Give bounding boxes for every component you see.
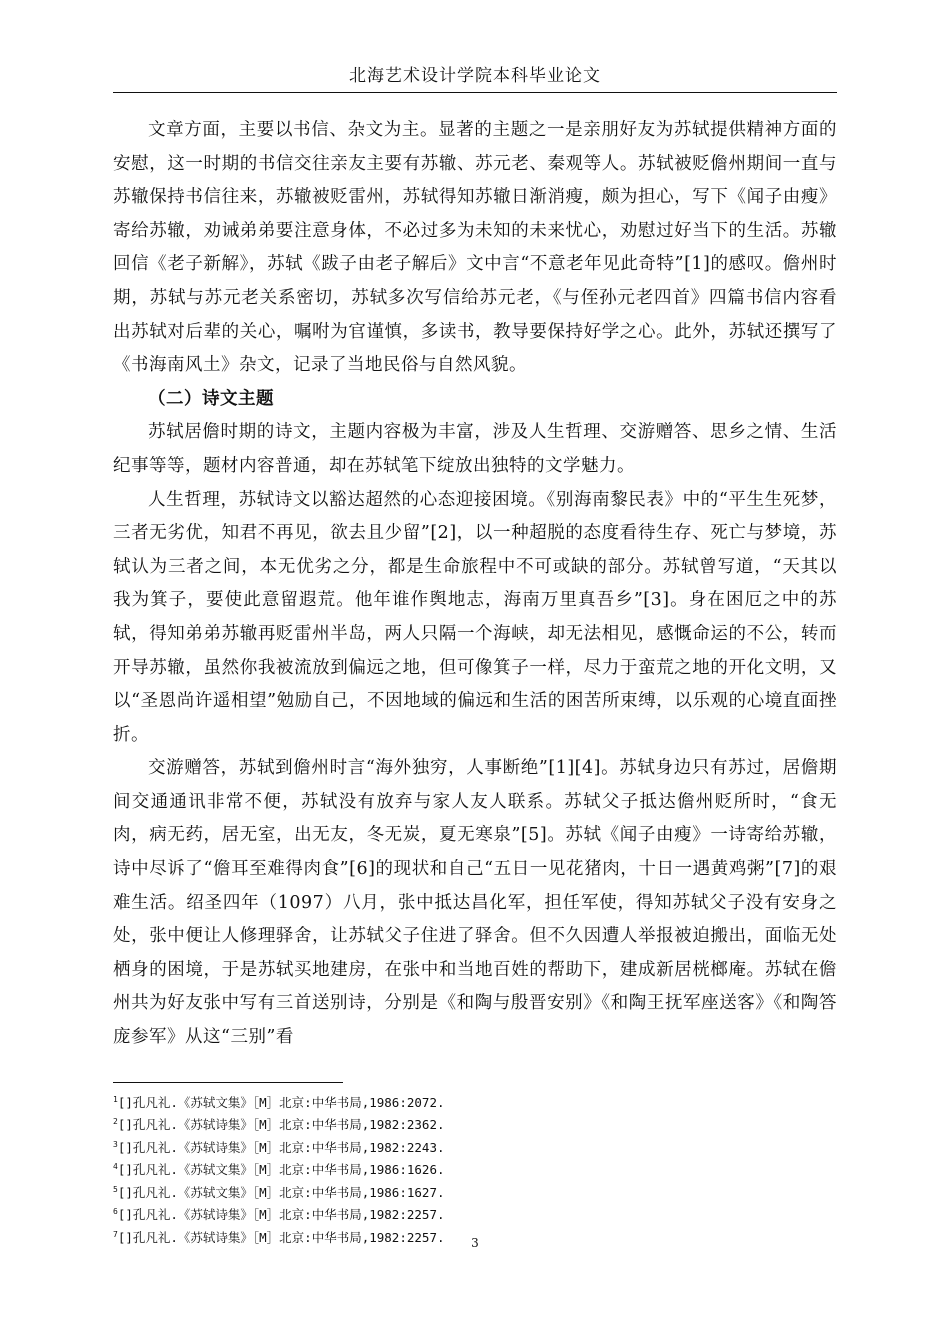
footnote [113, 1090, 837, 1112]
footnote-number: 6 [113, 1207, 118, 1217]
paragraph-letters-essays: 文章方面，主要以书信、杂文为主。显著的主题之一是亲朋好友为苏轼提供精神方面的安慰，这一时期的书信交往亲友主要有苏辙、苏元老、秦观等人。苏轼被贬儋州期间一直与苏辙保持书信往来，苏辙被贬雷州，苏轼得知苏辙日渐消瘦，颇为担心，写下《闻子由瘦》寄给苏辙，劝诫弟弟要注意身体，不必过多为未知的未来忧心，劝慰过好当下的生活。苏辙回信《老子新解》，苏轼《跋子由老子解后》文中言“不意老年见此奇特”[1]的感叹。儋州时期，苏轼与苏元老关系密切，苏轼多次写信给苏元老，《与侄孙元老四首》四篇书信内容看出苏轼对后辈的关心，嘱咐为官谨慎，多读书，教导要保持好学之心。此外，苏轼还撰写了《书海南风土》杂文，记录了当地民俗与自然风貌。 [113, 120, 837, 376]
footnote-rule [113, 1082, 343, 1083]
footnote-number: 5 [113, 1184, 118, 1194]
running-header: 北海艺术设计学院本科毕业论文 [349, 66, 601, 86]
footnote [113, 1135, 837, 1157]
footnote-text: []孔凡礼.《苏轼诗集》［M］北京:中华书局,1982:2257. [117, 1229, 445, 1245]
footnote-text: []孔凡礼.《苏轼诗集》［M］北京:中华书局,1982:2362. [117, 1117, 445, 1133]
footnote-number: 7 [113, 1229, 118, 1239]
footnote-number: 2 [113, 1117, 118, 1127]
footnote [113, 1157, 837, 1179]
paragraph-life-philosophy: 人生哲理，苏轼诗文以豁达超然的心态迎接困境。《别海南黎民表》中的“平生生死梦，三者无劣优，知君不再见，欲去且少留”[2]，以一种超脱的态度看待生存、死亡与梦境，苏轼认为三者之间，本无优劣之分，都是生命旅程中不可或缺的部分。苏轼曾写道，“天其以我为箕子，要使此意留遐荒。他年谁作舆地志，海南万里真吾乡”[3]。身在困厄之中的苏轼，得知弟弟苏辙再贬雷州半岛，两人只隔一个海峡，却无法相见，感慨命运的不公，转而开导苏辙，虽然你我被流放到偏远之地，但可像箕子一样，尽力于蛮荒之地的开化文明，又以“圣恩尚许遥相望”勉励自己，不因地域的偏远和生活的困苦所束缚，以乐观的心境直面挫折。 [113, 489, 837, 745]
footnote-text: []孔凡礼.《苏轼诗集》［M］北京:中华书局,1982:2243. [117, 1140, 445, 1156]
page-number: 3 [471, 1236, 479, 1250]
footnote [113, 1112, 837, 1134]
footnote-text: []孔凡礼.《苏轼文集》［M］北京:中华书局,1986:2072. [117, 1095, 445, 1111]
footnote-number: 1 [113, 1095, 118, 1104]
header-rule [113, 92, 837, 93]
footnote-number: 3 [113, 1139, 118, 1149]
footnote-text: []孔凡礼.《苏轼诗集》［M］北京:中华书局,1982:2257. [117, 1207, 445, 1223]
footnote [113, 1180, 837, 1202]
paragraph-themes-intro: 苏轼居儋时期的诗文，主题内容极为丰富，涉及人生哲理、交游赠答、思乡之情、生活纪事等等，题材内容普通，却在苏轼笔下绽放出独特的文学魅力。 [113, 422, 837, 476]
paragraph-social-exchange: 交游赠答，苏轼到儋州时言“海外独穷，人事断绝”[1][4]。苏轼身边只有苏过，居儋期间交通通讯非常不便，苏轼没有放弃与家人友人联系。苏轼父子抵达儋州贬所时，“食无肉，病无药，居无室，出无友，冬无炭，夏无寒泉”[5]。苏轼《闻子由瘦》一诗寄给苏辙，诗中尽诉了“儋耳至难得肉食”[6]的现状和自己“五日一见花猪肉，十日一遇黄鸡粥”[7]的艰难生活。绍圣四年（1097）八月，张中抵达昌化军，担任军使，得知苏轼父子没有安身之处，张中便让人修理驿舍，让苏轼父子住进了驿舍。但不久因遭人举报被迫搬出，面临无处栖身的困境，于是苏轼买地建房，在张中和当地百姓的帮助下，建成新居桄榔庵。苏轼在儋州共为好友张中写有三首送别诗，分别是《和陶与殷晋安别》《和陶王抚军座送客》《和陶答庞参军》从这“三别”看 [113, 758, 837, 1048]
footnotes [113, 1090, 837, 1247]
footnote-number: 4 [113, 1162, 118, 1172]
footnote-text: []孔凡礼.《苏轼文集》［M］北京:中华书局,1986:1626. [117, 1162, 445, 1178]
section-heading-poetry-themes: （二）诗文主题 [148, 388, 274, 409]
body-text [113, 114, 837, 1055]
footnote-text: []孔凡礼.《苏轼文集》［M］北京:中华书局,1986:1627. [117, 1184, 445, 1200]
footnote [113, 1202, 837, 1224]
